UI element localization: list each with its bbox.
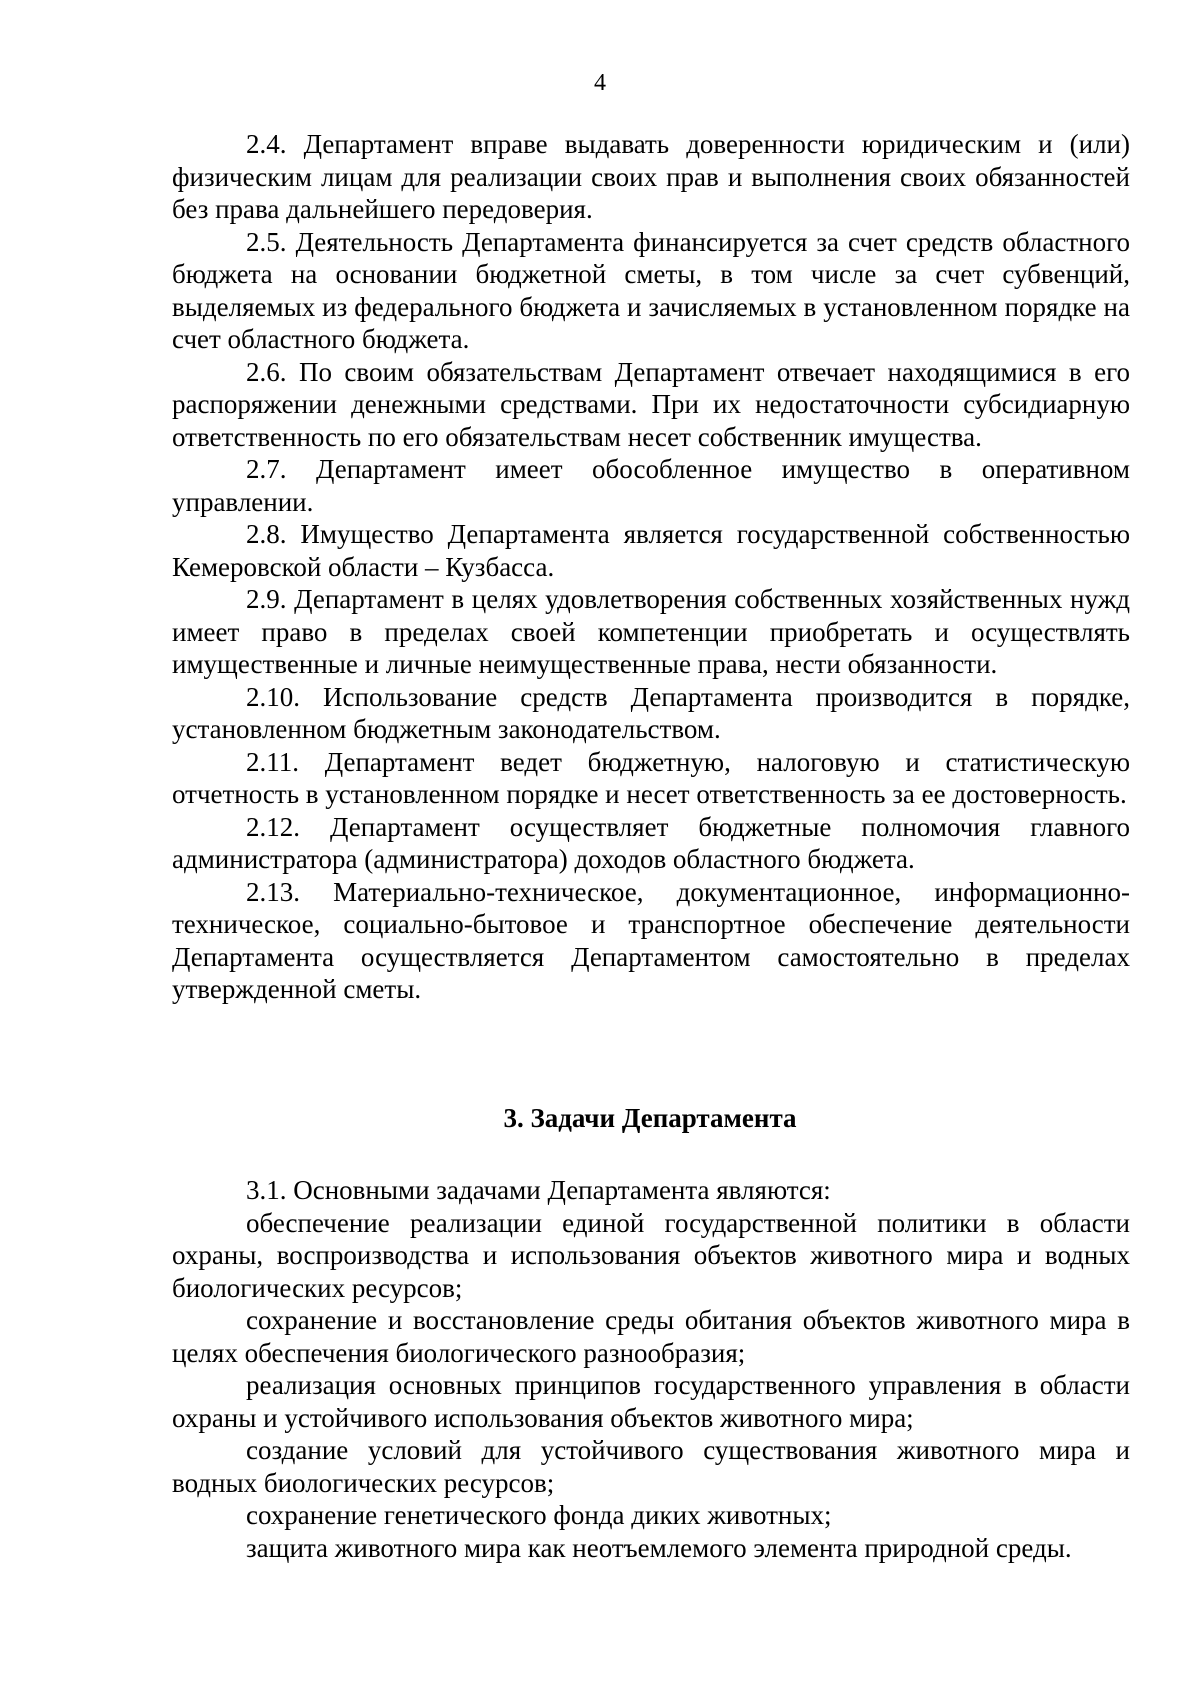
- paragraph-2-7: 2.7. Департамент имеет обособленное имущество в оперативном управлении.: [172, 454, 1130, 517]
- section-2-body: [172, 128, 1130, 1006]
- paragraph-3-1: 3.1. Основными задачами Департамента являются:: [246, 1175, 831, 1205]
- task-item: сохранение генетического фонда диких животных;: [246, 1500, 832, 1530]
- paragraph-2-4: 2.4. Департамент вправе выдавать доверенности юридическим и (или) физическим лицам для реализации своих прав и выполнения своих обязанностей без права дальнейшего передоверия.: [172, 129, 1130, 224]
- task-item: защита животного мира как неотъемлемого элемента природной среды.: [246, 1532, 1072, 1563]
- paragraph-2-10: 2.10. Использование средств Департамента производится в порядке, установленном бюджетным законодательством.: [172, 681, 1130, 744]
- task-item: реализация основных принципов государственного управления в области охраны и устойчивого использования объектов животного мира;: [172, 1370, 1130, 1433]
- page-number: 4: [594, 70, 606, 96]
- paragraph-2-8: 2.8. Имущество Департамента является государственной собственностью Кемеровской области – Кузбасса.: [172, 519, 1130, 582]
- task-item: сохранение и восстановление среды обитания объектов животного мира в целях обеспечения биологического разнообразия;: [172, 1305, 1130, 1368]
- paragraph-2-6: 2.6. По своим обязательствам Департамент отвечает находящимися в его распоряжении денежными средствами. При их недостаточности субсидиарную ответственность по его обязательствам несет собственник имущества.: [172, 356, 1130, 452]
- task-item: создание условий для устойчивого существования животного мира и водных биологических ресурсов;: [172, 1435, 1130, 1498]
- paragraph-2-12: 2.12. Департамент осуществляет бюджетные полномочия главного администратора (администратора) доходов областного бюджета.: [172, 811, 1130, 874]
- section-3-body: [172, 1174, 1130, 1564]
- section-3-heading: 3. Задачи Департамента: [503, 1103, 797, 1133]
- paragraph-2-9: 2.9. Департамент в целях удовлетворения собственных хозяйственных нужд имеет право в пределах своей компетенции приобретать и осуществлять имущественные и личные неимущественные права, нести обязанности.: [172, 584, 1130, 679]
- paragraph-2-5: 2.5. Деятельность Департамента финансируется за счет средств областного бюджета на основании бюджетной сметы, в том числе за счет субвенций, выделяемых из федерального бюджета и зачисляемых в установленном порядке на счет областного бюджета.: [172, 226, 1130, 354]
- paragraph-2-11: 2.11. Департамент ведет бюджетную, налоговую и статистическую отчетность в установленном порядке и несет ответственность за ее достоверность.: [172, 746, 1130, 809]
- paragraph-2-13: 2.13. Материально-техническое, документационное, информационно-техническое, социально-бытовое и транспортное обеспечение деятельности Департамента осуществляется Департаментом самостоятельно в пределах утвержденной сметы.: [172, 876, 1130, 1004]
- task-item: обеспечение реализации единой государственной политики в области охраны, воспроизводства и использования объектов животного мира и водных биологических ресурсов;: [172, 1207, 1130, 1303]
